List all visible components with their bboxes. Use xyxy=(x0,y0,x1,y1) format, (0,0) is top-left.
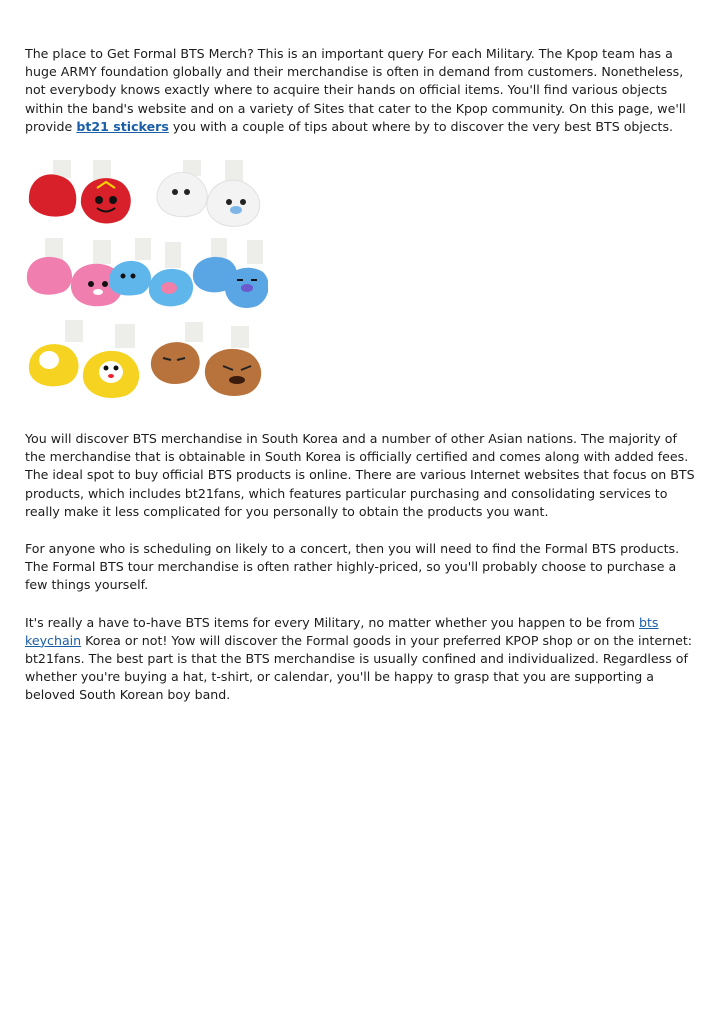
paragraph-must-have-text: It's really a have to-have BTS items for every Military, no matter whether you happen to be from xyxy=(25,614,639,630)
paragraph-concert: For anyone who is scheduling on likely to a concert, then you will need to find the Formal BTS products. The Formal BTS tour merchandise is often rather highly-priced, so you'll probably choose to purchase a few things yourself. xyxy=(25,541,680,593)
paragraph-must-have xyxy=(25,614,701,705)
paragraph-intro-text-end: you with a couple of tips about where by to discover the very best BTS objects. xyxy=(168,118,674,134)
paragraph-must-have-text-end: Korea or not! Yow will discover the Formal goods in your preferred KPOP shop or on the internet: bt21fans. The best part is that the BTS merchandise is usually confined and individualized. Regardless of whether you're buying a hat, t-shirt, or calendar, you'll be happy to grasp that you are supporting a beloved South Korean boy band. xyxy=(25,632,693,703)
bts-keychain-link[interactable]: bts keychain xyxy=(25,614,659,648)
paragraph-intro xyxy=(25,45,701,136)
article xyxy=(25,45,701,724)
slippers-photo xyxy=(25,160,268,404)
paragraph-intro-text: The place to Get Formal BTS Merch? This is an important query For each Military. The Kpop team has a huge ARMY foundation globally and their merchandise is often in demand from customers. Nonetheless, not everybody knows exactly where to acquire their hands on official items. You'll find various objects within the band's website and on a variety of Sites that cater to the Kpop community. On this page, we'll provide xyxy=(25,46,686,134)
bt21-stickers-link[interactable]: bt21 stickers xyxy=(76,118,169,134)
paragraph-where-to-buy: You will discover BTS merchandise in South Korea and a number of other Asian nations. The majority of the merchandise that is obtainable in South Korea is officially certified and comes along with added fees. The ideal spot to buy official BTS products is online. There are various Internet websites that focus on BTS products, which includes bt21fans, which features particular purchasing and consolidating services to really make it less complicated for you personally to obtain the products you want. xyxy=(25,431,695,519)
